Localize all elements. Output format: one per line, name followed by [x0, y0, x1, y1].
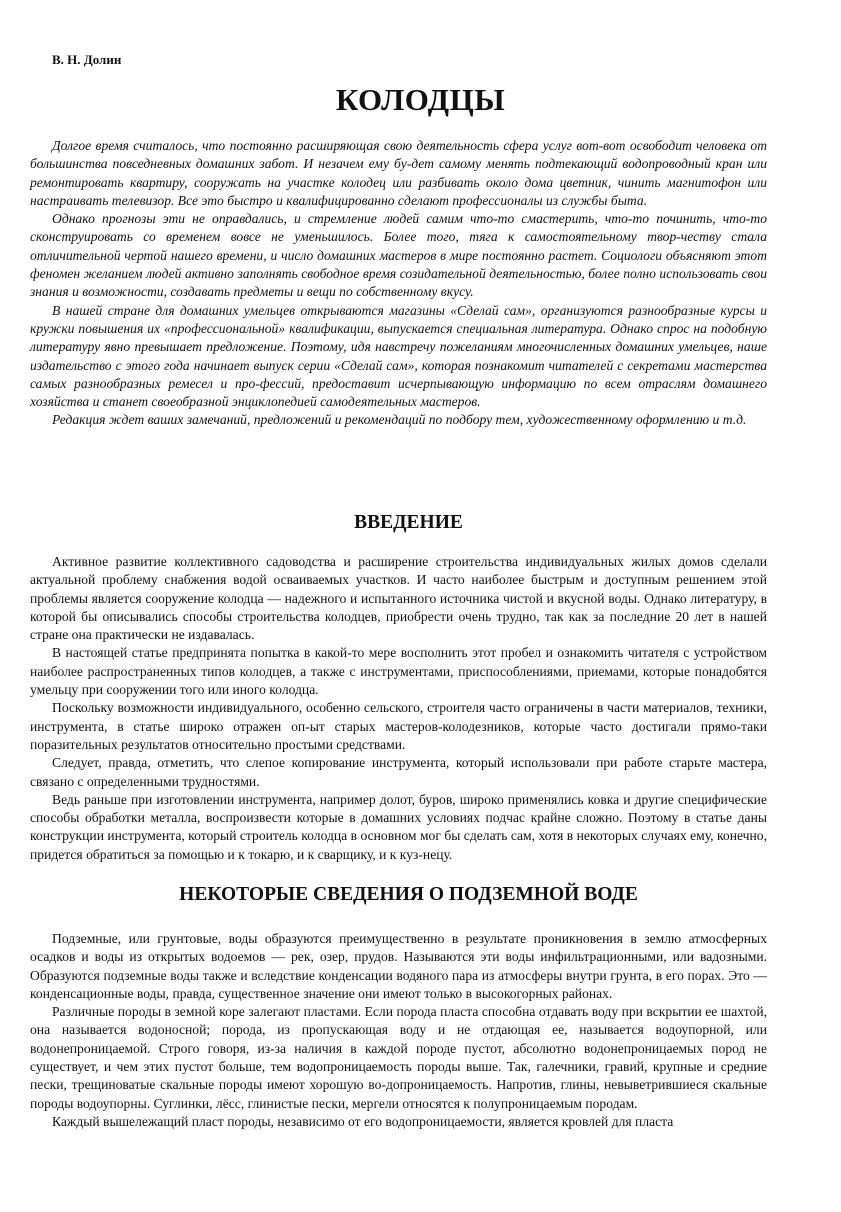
section-groundwater — [30, 930, 767, 1131]
section-heading-groundwater: НЕКОТОРЫЕ СВЕДЕНИЯ О ПОДЗЕМНОЙ ВОДЕ — [179, 884, 638, 905]
preface-paragraph: Долгое время считалось, что постоянно расширяющая свою деятельность сфера услуг вот-вот освободит человека от большинства повседневных домашних забот. И незачем ему бу-дет самому менять подтекающий водопроводный кран или ремонтировать квартиру, сооружать на участке колодец или разбивать около дома цветник, чинить магнитофон или настраивать телевизор. Все это быстро и квалифицированно сделают профессионалы из службы быта. — [30, 138, 767, 208]
body-paragraph: Каждый вышележащий пласт породы, независимо от его водопроницаемости, является кровлей для пласта — [52, 1113, 674, 1129]
body-paragraph: Поскольку возможности индивидуального, особенно сельского, строителя часто ограничены в части материалов, техники, инструмента, в статье широко отражен оп-ыт старых мастеров-колодезников, которые часто достигали прямо-таки поразительных результатов относительно простыми средствами. — [30, 700, 767, 752]
author-name: В. Н. Долин — [52, 52, 122, 67]
section-heading-intro: ВВЕДЕНИЕ — [354, 512, 463, 533]
body-paragraph: Следует, правда, отметить, что слепое копирование инструмента, который использовали при работе старьте мастера, связано с определенными трудностями. — [30, 755, 767, 789]
section-intro — [30, 553, 767, 864]
page-title: КОЛОДЦЫ — [335, 82, 506, 117]
body-paragraph: В настоящей статье предпринята попытка в какой-то мере восполнить этот пробел и ознакомить читателя с устройством наиболее распространенных типов колодцев, а также с инструментами, приспособлениями, приемами, которые понадобятся умельцу при сооружении того или иного колодца. — [30, 645, 767, 698]
body-paragraph: Ведь раньше при изготовлении инструмента, например долот, буров, широко применялись ковка и другие специфические способы обработки металла, воспроизвести которые в домашних условиях подчас крайне сложно. Поэтому в статье даны конструкции инструмента, который строитель колодца в основном мог бы сделать сам, хотя в некоторых случаях ему, конечно, придется обратиться за помощью и к токарю, и к сварщику, и к куз-нецу. — [30, 791, 767, 862]
body-paragraph: Различные породы в земной коре залегают пластами. Если порода пласта способна отдавать воду при вскрытии ее шахтой, она называется водоносной; порода, из пропускающая воду и не отдающая ее, называется водоупорной, или водонепроницаемой. Строго говоря, из-за наличия в каждой породе пустот, абсолютно водонепроницаемых пород не существует, и чем этих пустот больше, тем водопроницаемость породы выше. Так, галечники, гравий, крупные и средние пески, трещиноватые скальные породы имеют хорошую во-допроницаемость. Напротив, глины, невыветрившиеся скальные породы водоупорны. Суглинки, лёсс, глинистые пески, мергели относятся к полупроницаемым породам. — [30, 1004, 767, 1111]
body-paragraph: Активное развитие коллективного садоводства и расширение строительства индивидуальных жилых домов сделали актуальной проблему снабжения водой осваиваемых участков. И часто наиболее быстрым и доступным решением этой проблемы является сооружение колодца — надежного и испытанного источника чистой и вкусной воды. Однако литературу, в которой бы описывались способы строительства колодцев, приобрести очень трудно, так как за последние 20 лет в нашей стране она практически не издавалась. — [30, 554, 767, 643]
preface-paragraph: Редакция ждет ваших замечаний, предложений и рекомендаций по подбору тем, художественному оформлению и т.д. — [52, 412, 747, 428]
preface-paragraph: В нашей стране для домашних умельцев открываются магазины «Сделай сам», организуются разнообразные курсы и кружки повышения их «профессиональной» квалификации, выпускается специальная литература. Однако спрос на подобную литературу явно превышает предложение. Поэтому, идя навстречу пожеланиям многочисленных домашних умельцев, наше издательство с этого года начинает выпуск серии «Сделай сам», которая познакомит читателей с секретами мастерства самых разнообразных ремесел и про-фессий, предоставит исчерпывающую информацию по всем отраслям домашнего хозяйства и станет своеобразной энциклопедией самодеятельных мастеров. — [30, 302, 767, 410]
editorial-preface — [30, 137, 767, 430]
body-paragraph: Подземные, или грунтовые, воды образуются преимущественно в результате проникновения в землю атмосферных осадков и воды из открытых водоемов — рек, озер, прудов. Называются эти воды инфильтрационными, или вадозными. Образуются подземные воды также и вследствие конденсации водяного пара из атмосферы внутри грунта, в его порах. Это — конденсационные воды, правда, существенное значение они имеют только в высокогорных районах. — [30, 931, 767, 1001]
preface-paragraph: Однако прогнозы эти не оправдались, и стремление людей самим что-то смастерить, что-то починить, что-то сконструировать со временем вовсе не уменьшилось. Более того, тяга к самостоятельному твор-честву стала отличительной чертой нашего времени, и число домашних мастеров в мире постоянно растет. Социологи объясняют этот феномен желанием людей активно заполнять свободное время созидательной деятельностью, более полно использовать свои знания и возможности, создавать предметы и вещи по собственному вкусу. — [30, 211, 767, 300]
